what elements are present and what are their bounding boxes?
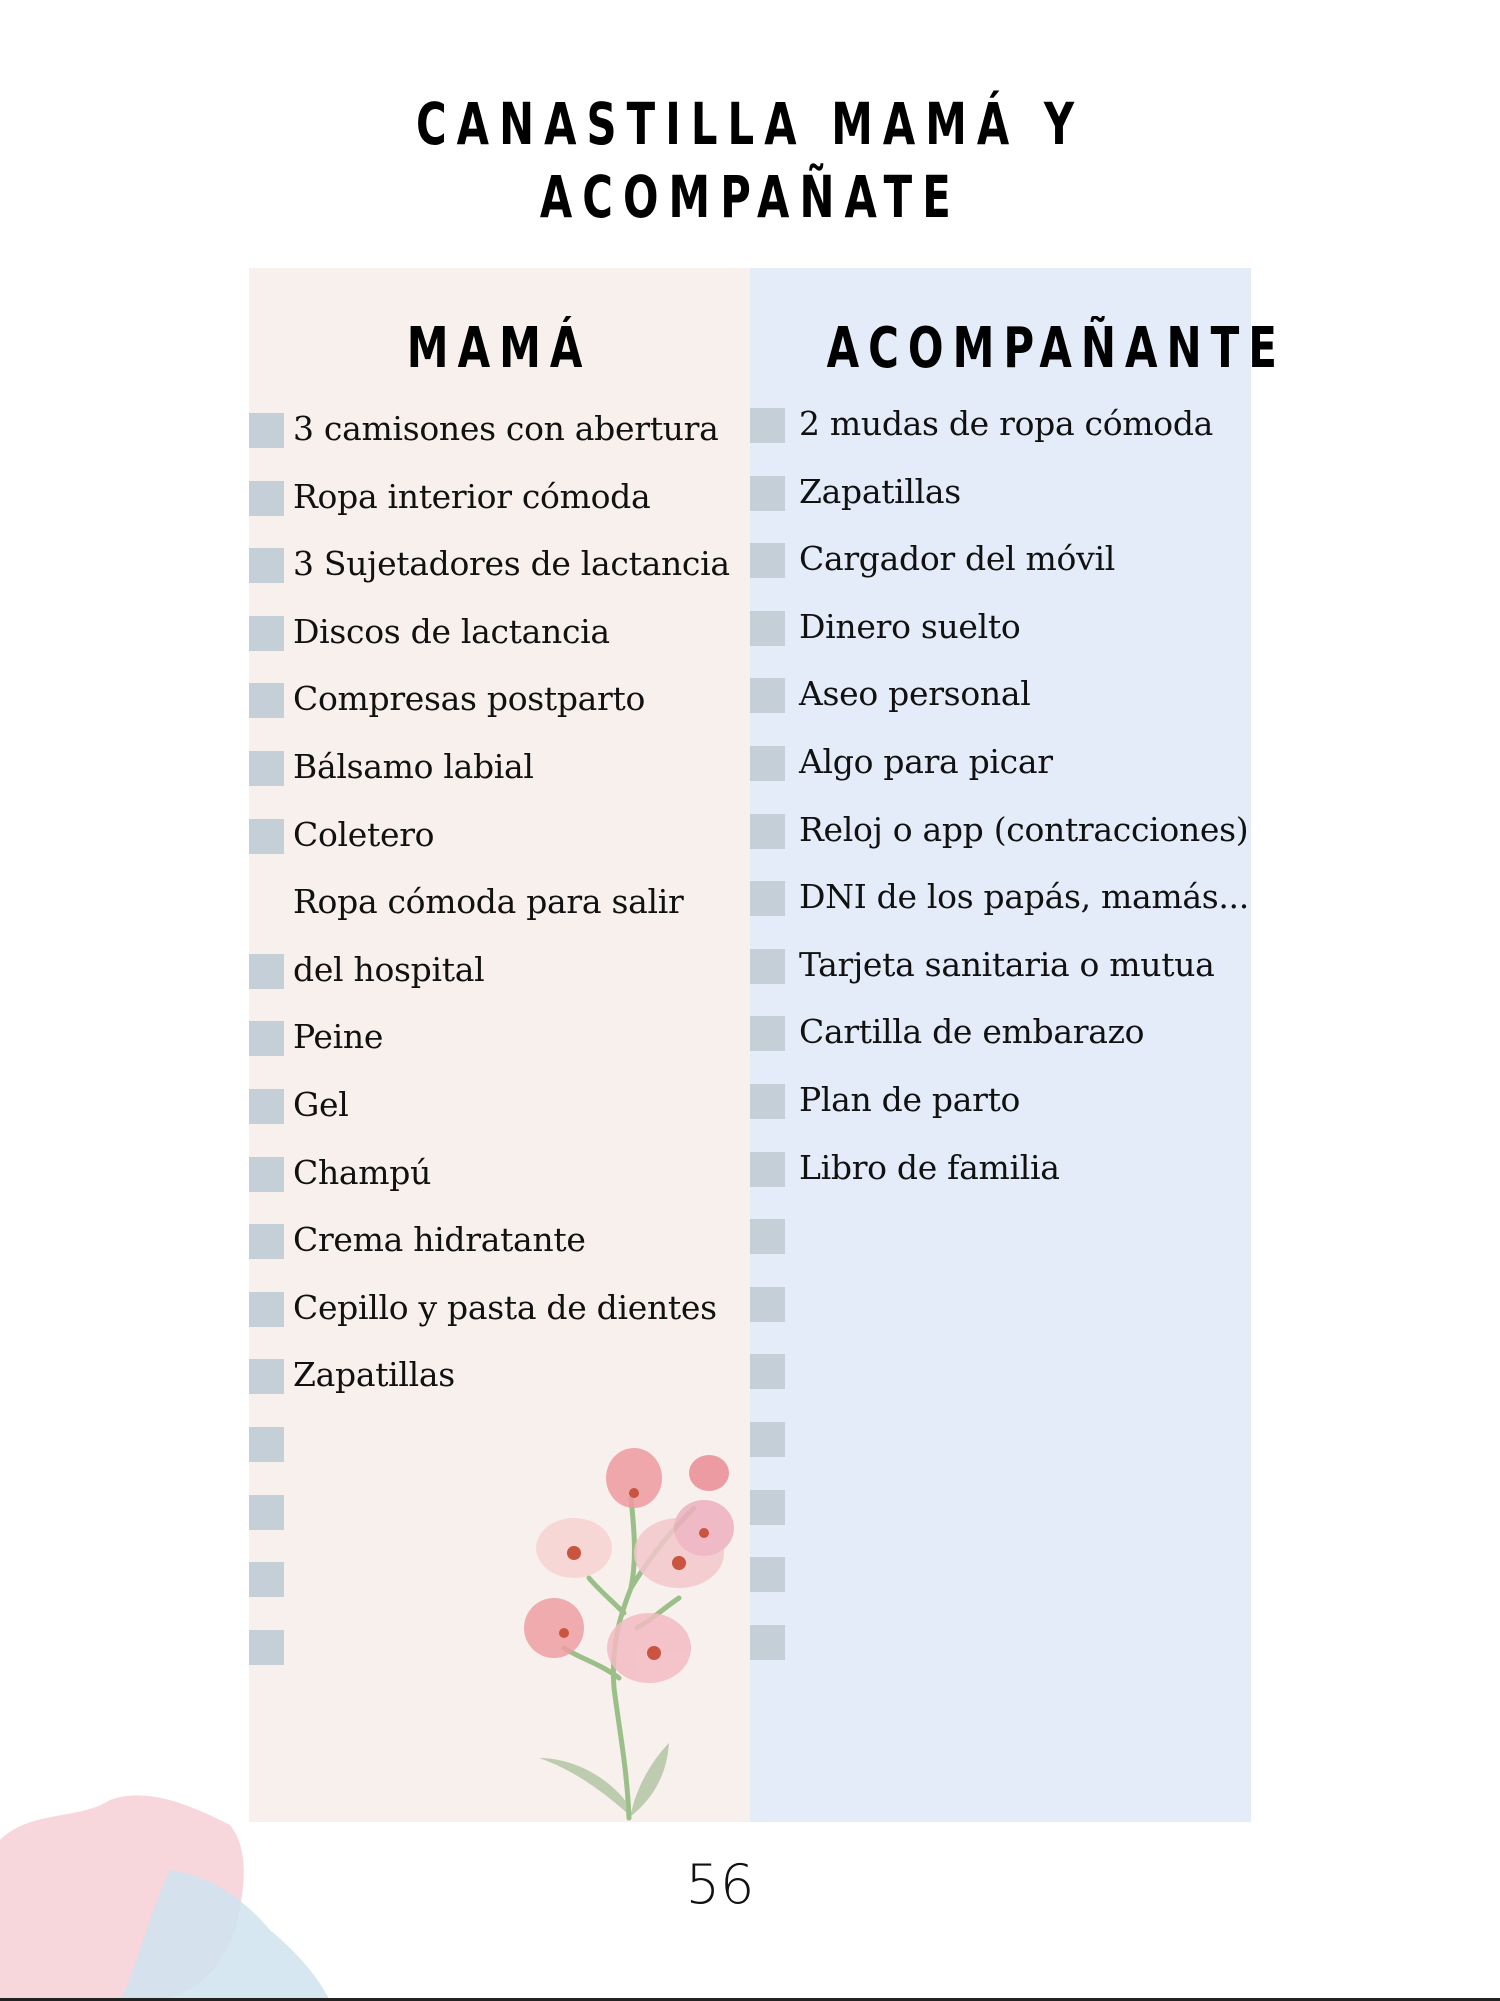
checklist-row: [750, 1080, 1251, 1120]
checkbox[interactable]: [249, 616, 284, 651]
checklist-item-label: Algo para picar: [799, 742, 1053, 781]
checklist-item-label: Cepillo y pasta de dientes: [293, 1287, 717, 1327]
checklist-row: [249, 1355, 750, 1395]
checkbox[interactable]: [750, 678, 785, 713]
checkbox[interactable]: [750, 1422, 785, 1457]
checkbox[interactable]: [249, 1562, 284, 1597]
checklist-item-label: Peine: [293, 1017, 384, 1057]
checklist-row: [750, 539, 1251, 579]
checklist-item-label: Reloj o app (contracciones): [799, 809, 1249, 849]
checkbox[interactable]: [249, 1157, 284, 1192]
checklist-row: [750, 1147, 1251, 1188]
checklist-item-label: Gel: [293, 1085, 349, 1124]
checklist-row: [750, 1422, 1251, 1458]
checkbox[interactable]: [249, 683, 284, 718]
checkbox[interactable]: [750, 476, 785, 511]
checkbox[interactable]: [750, 1219, 785, 1254]
checklist-item-label: Dinero suelto: [799, 606, 1021, 646]
acompanante-heading-text: ACOMPAÑANTE: [826, 316, 1286, 381]
checklist-row: [750, 944, 1251, 985]
checkbox[interactable]: [249, 548, 284, 583]
checklist-row: [249, 1017, 750, 1057]
watercolor-splash-decoration: [0, 1780, 380, 2001]
checklist-row: [249, 679, 750, 719]
checkbox[interactable]: [249, 413, 284, 448]
mama-heading: [249, 316, 750, 381]
checkbox[interactable]: [750, 814, 785, 849]
checklist-item-label: DNI de los papás, mamás...: [799, 877, 1249, 917]
checklist-item-label: Ropa cómoda para salir: [293, 882, 684, 922]
checklist-item-label: Cargador del móvil: [799, 539, 1115, 579]
checkbox[interactable]: [249, 1427, 284, 1462]
checkbox[interactable]: [750, 746, 785, 781]
page-number: 56: [685, 1853, 755, 1916]
checkbox[interactable]: [750, 1490, 785, 1525]
checklist-row: [750, 674, 1251, 714]
page-title-line-2: [0, 163, 1500, 231]
checkbox[interactable]: [750, 408, 785, 443]
checkbox[interactable]: [750, 1084, 785, 1119]
checklist-row: [249, 544, 750, 584]
checkbox[interactable]: [249, 481, 284, 516]
checkbox[interactable]: [249, 1224, 284, 1259]
checkbox[interactable]: [249, 954, 284, 989]
checklist-row: [249, 747, 750, 787]
checklist-row: [750, 471, 1251, 512]
checklist-row: [750, 809, 1251, 850]
checklist-row: [249, 476, 750, 517]
checkbox[interactable]: [249, 819, 284, 854]
checkbox[interactable]: [249, 751, 284, 786]
checklist-item-label: Coletero: [293, 814, 435, 854]
checklist-item-label: Libro de familia: [799, 1147, 1060, 1187]
checkbox[interactable]: [249, 1495, 284, 1530]
checklist-item-label: Bálsamo labial: [293, 747, 534, 786]
checklist-row: [750, 1490, 1251, 1526]
checklist-item-label: Tarjeta sanitaria o mutua: [799, 944, 1215, 984]
checklist-item-label: del hospital: [293, 949, 485, 989]
checkbox[interactable]: [750, 543, 785, 578]
checklist-item-label: 3 camisones con abertura: [293, 409, 719, 448]
checkbox[interactable]: [750, 1354, 785, 1389]
checkbox[interactable]: [750, 949, 785, 984]
checklist-row: [750, 1625, 1251, 1661]
checklist-item-label: Aseo personal: [799, 674, 1031, 714]
checklist-row: [249, 409, 750, 449]
checkbox[interactable]: [750, 1287, 785, 1322]
checklist-item-label: Crema hidratante: [293, 1220, 586, 1260]
acompanante-heading: [750, 316, 1286, 381]
mama-heading-text: MAMÁ: [407, 316, 592, 381]
checklist-item-label: Ropa interior cómoda: [293, 476, 651, 516]
checklist-item-label: 3 Sujetadores de lactancia: [293, 544, 730, 584]
title-text-1: CANASTILLA MAMÁ Y: [415, 90, 1085, 158]
checkbox[interactable]: [750, 881, 785, 916]
page-title-line-1: [0, 90, 1500, 158]
acompanante-column: [750, 268, 1286, 1822]
checkbox[interactable]: [750, 1016, 785, 1051]
checklist-row: [249, 1152, 750, 1193]
checklist-row: [750, 1557, 1251, 1593]
checklist-row: [249, 1220, 750, 1260]
checkbox[interactable]: [249, 1630, 284, 1665]
checklist-item-label: Compresas postparto: [293, 679, 646, 719]
checklist-row: [750, 1219, 1251, 1255]
checklist-item-label: Cartilla de embarazo: [799, 1012, 1145, 1052]
checkbox[interactable]: [750, 611, 785, 646]
checklist-item-label: Discos de lactancia: [293, 611, 610, 651]
checkbox[interactable]: [249, 1292, 284, 1327]
mama-column: [249, 268, 750, 1822]
title-text-2: ACOMPAÑATE: [539, 163, 961, 231]
checklist-row: [750, 877, 1251, 917]
checklist-item-label: Champú: [293, 1152, 432, 1192]
checkbox[interactable]: [249, 1089, 284, 1124]
checklist-row: [249, 611, 750, 652]
checklist-item-label: Zapatillas: [799, 471, 961, 511]
checklist-row: [750, 1287, 1251, 1323]
flower-illustration: [519, 1438, 759, 1822]
checkbox[interactable]: [750, 1557, 785, 1592]
checkbox[interactable]: [750, 1625, 785, 1660]
checklist-row: [750, 742, 1251, 782]
checkbox[interactable]: [249, 1021, 284, 1056]
checklist-row: [249, 949, 750, 990]
checklist-row: [750, 606, 1251, 647]
checklist-item-label: Plan de parto: [799, 1080, 1021, 1119]
checklist-row: [750, 1012, 1251, 1052]
checklist-row: [249, 1085, 750, 1125]
checklist-item-label: 2 mudas de ropa cómoda: [799, 404, 1214, 443]
checklist-row: [249, 1287, 750, 1328]
checklist-item-label: Zapatillas: [293, 1355, 455, 1395]
checkbox[interactable]: [750, 1152, 785, 1187]
checklist-row: [750, 1354, 1251, 1390]
checklist-row: [249, 814, 750, 855]
checkbox[interactable]: [249, 1359, 284, 1394]
checklist-row: [750, 404, 1251, 444]
checklist-row: [249, 882, 750, 922]
